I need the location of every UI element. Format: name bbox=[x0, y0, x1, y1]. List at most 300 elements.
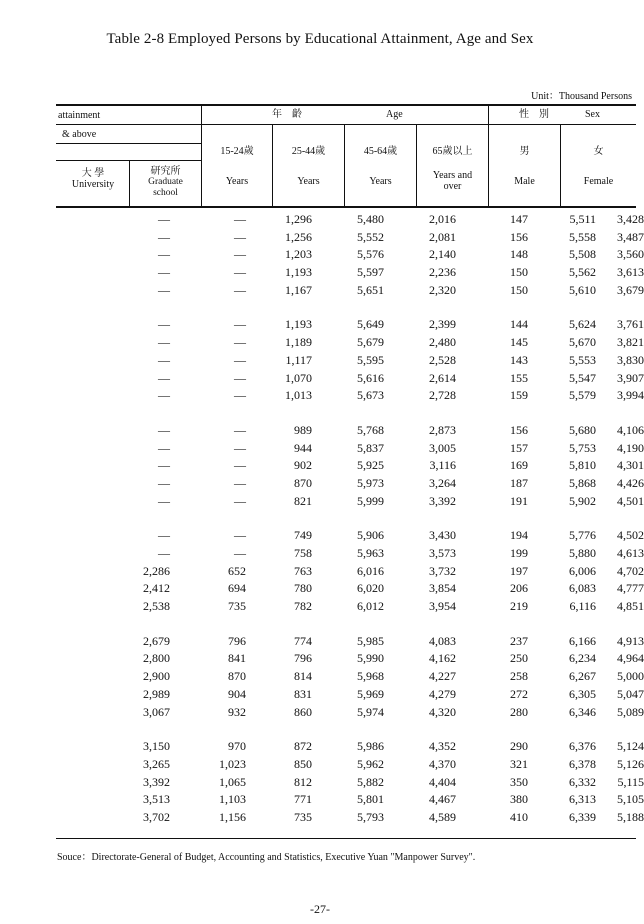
table-cell: 3,116 bbox=[429, 458, 456, 473]
col-header-en: Male bbox=[514, 176, 535, 187]
table-cell: 380 bbox=[510, 792, 528, 807]
header-university-en: University bbox=[71, 179, 115, 190]
table-cell: 2,538 bbox=[143, 599, 170, 614]
table-cell: 5,188 bbox=[617, 809, 644, 824]
table-cell: 3,150 bbox=[143, 739, 170, 754]
table-row bbox=[56, 422, 644, 440]
table-cell: 3,761 bbox=[617, 317, 644, 332]
row-group bbox=[56, 211, 644, 299]
table-cell: 4,777 bbox=[617, 581, 644, 596]
table-row bbox=[56, 387, 644, 405]
table-cell: 5,985 bbox=[357, 633, 384, 648]
col-header-zh: 45-64歲 bbox=[363, 146, 398, 157]
table-cell: 5,793 bbox=[357, 809, 384, 824]
table-cell: — bbox=[158, 317, 170, 332]
table-row bbox=[56, 316, 644, 334]
table-row bbox=[56, 738, 644, 756]
table-cell: 5,882 bbox=[357, 774, 384, 789]
col-header-en: Years bbox=[225, 176, 249, 187]
table-cell: 3,430 bbox=[429, 528, 456, 543]
row-group bbox=[56, 422, 644, 510]
table-row bbox=[56, 440, 644, 458]
table-row bbox=[56, 246, 644, 264]
table-cell: 5,753 bbox=[569, 440, 596, 455]
table-cell: 5,969 bbox=[357, 686, 384, 701]
table-cell: — bbox=[234, 388, 246, 403]
table-cell: 237 bbox=[510, 633, 528, 648]
table-cell: 694 bbox=[228, 581, 246, 596]
col-header-en: Female bbox=[583, 176, 614, 187]
table-cell: 3,487 bbox=[617, 229, 644, 244]
table-cell: 1,070 bbox=[285, 370, 312, 385]
col-header-zh: 15-24歲 bbox=[220, 146, 254, 157]
table-cell: 148 bbox=[510, 247, 528, 262]
table-cell: 944 bbox=[294, 440, 312, 455]
table-cell: 1,117 bbox=[285, 352, 312, 367]
table-row bbox=[56, 686, 644, 704]
table-cell: — bbox=[158, 528, 170, 543]
table-cell: 2,140 bbox=[429, 247, 456, 262]
table-cell: 144 bbox=[510, 317, 528, 332]
table-row bbox=[56, 791, 644, 809]
table-cell: 6,016 bbox=[357, 563, 384, 578]
table-cell: 5,776 bbox=[569, 528, 596, 543]
table-cell: 3,392 bbox=[429, 493, 456, 508]
table-cell: — bbox=[234, 317, 246, 332]
table-cell: 6,083 bbox=[569, 581, 596, 596]
table-cell: 3,613 bbox=[617, 265, 644, 280]
table-cell: 5,649 bbox=[357, 317, 384, 332]
table-cell: 5,562 bbox=[569, 265, 596, 280]
table-cell: 5,651 bbox=[357, 282, 384, 297]
table-cell: 870 bbox=[228, 669, 246, 684]
table-cell: 5,768 bbox=[357, 422, 384, 437]
col-header-15-24 bbox=[202, 146, 272, 187]
table-cell: 5,480 bbox=[357, 212, 384, 226]
table-cell: 4,083 bbox=[429, 633, 456, 648]
table-cell: 2,728 bbox=[429, 388, 456, 403]
table-cell: — bbox=[234, 352, 246, 367]
table-cell: 5,968 bbox=[357, 669, 384, 684]
table-row bbox=[56, 633, 644, 651]
table-cell: 902 bbox=[294, 458, 312, 473]
table-cell: 5,986 bbox=[357, 739, 384, 754]
header-graduate bbox=[130, 166, 201, 199]
table-cell: 5,673 bbox=[357, 388, 384, 403]
table-row bbox=[56, 370, 644, 388]
table-cell: 5,553 bbox=[569, 352, 596, 367]
col-header-male bbox=[489, 146, 560, 187]
table-cell: 157 bbox=[510, 440, 528, 455]
table-cell: 5,990 bbox=[357, 651, 384, 666]
table-cell: 6,339 bbox=[569, 809, 596, 824]
table-cell: — bbox=[234, 546, 246, 560]
table-cell: 5,616 bbox=[357, 370, 384, 385]
table-cell: 2,679 bbox=[143, 633, 170, 648]
table-cell: 3,264 bbox=[429, 475, 456, 490]
table-cell: 3,265 bbox=[143, 756, 170, 771]
table-cell: 194 bbox=[510, 528, 528, 543]
table-cell: 191 bbox=[510, 493, 528, 508]
table-cell: 4,964 bbox=[617, 651, 644, 666]
table-cell: 841 bbox=[228, 651, 246, 666]
row-group bbox=[56, 738, 644, 826]
table-cell: — bbox=[158, 370, 170, 385]
table-cell: — bbox=[158, 229, 170, 244]
table-cell: 1,296 bbox=[285, 212, 312, 226]
table-cell: — bbox=[158, 212, 170, 226]
table-cell: 2,800 bbox=[143, 651, 170, 666]
table-cell: — bbox=[234, 282, 246, 297]
col-header-zh: 男 bbox=[519, 146, 530, 157]
table-cell: 5,962 bbox=[357, 756, 384, 771]
table-cell: 2,873 bbox=[429, 422, 456, 437]
table-cell: 4,404 bbox=[429, 774, 456, 789]
table-cell: 735 bbox=[294, 809, 312, 824]
table-cell: — bbox=[158, 546, 170, 560]
table-cell: 989 bbox=[294, 422, 312, 437]
table-row bbox=[56, 282, 644, 300]
table-cell: 1,023 bbox=[219, 756, 246, 771]
table-cell: 2,900 bbox=[143, 669, 170, 684]
table-cell: 5,925 bbox=[357, 458, 384, 473]
table-cell: 4,301 bbox=[617, 458, 644, 473]
header-graduate-zh: 研究所 bbox=[150, 166, 181, 177]
table-cell: 5,868 bbox=[569, 475, 596, 490]
table-cell: 812 bbox=[294, 774, 312, 789]
table-cell: 4,227 bbox=[429, 669, 456, 684]
table-cell: 771 bbox=[294, 792, 312, 807]
table-cell: 6,234 bbox=[569, 651, 596, 666]
table-cell: 749 bbox=[294, 528, 312, 543]
table-cell: 5,597 bbox=[357, 265, 384, 280]
table-cell: — bbox=[158, 335, 170, 350]
rule-header-bottom bbox=[56, 206, 636, 208]
page-number: -27- bbox=[310, 902, 330, 916]
table-row bbox=[56, 475, 644, 493]
header-sex-en: Sex bbox=[585, 109, 600, 120]
table-cell: 5,801 bbox=[357, 792, 384, 807]
header-age-zh: 年 齡 bbox=[272, 109, 302, 120]
table-cell: 290 bbox=[510, 739, 528, 754]
table-cell: 3,954 bbox=[429, 599, 456, 614]
table-cell: 5,047 bbox=[617, 686, 644, 701]
table-cell: 4,426 bbox=[617, 475, 644, 490]
table-row bbox=[56, 774, 644, 792]
table-cell: 782 bbox=[294, 599, 312, 614]
table-cell: 6,166 bbox=[569, 633, 596, 648]
table-cell: 850 bbox=[294, 756, 312, 771]
table-cell: 6,116 bbox=[569, 599, 596, 614]
table-cell: 831 bbox=[294, 686, 312, 701]
col-header-25-44 bbox=[273, 146, 344, 187]
table-cell: 4,162 bbox=[429, 651, 456, 666]
table-cell: 5,547 bbox=[569, 370, 596, 385]
row-group bbox=[56, 527, 644, 615]
table-cell: 780 bbox=[294, 581, 312, 596]
table-cell: 1,189 bbox=[285, 335, 312, 350]
table-cell: 4,502 bbox=[617, 528, 644, 543]
col-header-en: Years and over bbox=[432, 170, 473, 192]
table-cell: 5,126 bbox=[617, 756, 644, 771]
table-cell: 3,830 bbox=[617, 352, 644, 367]
table-cell: 2,399 bbox=[429, 317, 456, 332]
table-cell: 5,974 bbox=[357, 704, 384, 719]
table-cell: 5,558 bbox=[569, 229, 596, 244]
table-cell: 3,821 bbox=[617, 335, 644, 350]
table-cell: 3,428 bbox=[617, 212, 644, 226]
table-cell: — bbox=[158, 440, 170, 455]
table-row bbox=[56, 352, 644, 370]
table-cell: 1,256 bbox=[285, 229, 312, 244]
table-cell: — bbox=[234, 229, 246, 244]
table-cell: 4,913 bbox=[617, 633, 644, 648]
table-cell: 2,320 bbox=[429, 282, 456, 297]
table-cell: 758 bbox=[294, 546, 312, 560]
table-cell: 5,973 bbox=[357, 475, 384, 490]
table-cell: 147 bbox=[510, 212, 528, 226]
table-cell: 5,610 bbox=[569, 282, 596, 297]
table-cell: 159 bbox=[510, 388, 528, 403]
table-cell: 1,013 bbox=[285, 388, 312, 403]
table-row bbox=[56, 756, 644, 774]
table-cell: 860 bbox=[294, 704, 312, 719]
table-cell: 145 bbox=[510, 335, 528, 350]
table-cell: — bbox=[234, 440, 246, 455]
table-cell: 814 bbox=[294, 669, 312, 684]
row-group bbox=[56, 633, 644, 721]
header-sex-zh: 性 別 bbox=[519, 109, 549, 120]
table-cell: 5,105 bbox=[617, 792, 644, 807]
table-cell: — bbox=[234, 370, 246, 385]
table-cell: 3,005 bbox=[429, 440, 456, 455]
table-cell: — bbox=[158, 475, 170, 490]
table-cell: 350 bbox=[510, 774, 528, 789]
table-row bbox=[56, 563, 644, 581]
table-cell: — bbox=[158, 247, 170, 262]
table-cell: 197 bbox=[510, 563, 528, 578]
table-cell: 6,313 bbox=[569, 792, 596, 807]
table-cell: 4,613 bbox=[617, 546, 644, 560]
table-cell: 870 bbox=[294, 475, 312, 490]
table-cell: 2,016 bbox=[429, 212, 456, 226]
table-cell: 5,680 bbox=[569, 422, 596, 437]
table-cell: 410 bbox=[510, 809, 528, 824]
table-cell: 156 bbox=[510, 229, 528, 244]
table-cell: 250 bbox=[510, 651, 528, 666]
table-cell: 5,576 bbox=[357, 247, 384, 262]
table-row bbox=[56, 229, 644, 247]
header-attainment: attainment bbox=[58, 110, 101, 121]
col-header-en: Years bbox=[369, 176, 392, 187]
table-cell: 3,067 bbox=[143, 704, 170, 719]
table-cell: 5,670 bbox=[569, 335, 596, 350]
table-cell: 4,589 bbox=[429, 809, 456, 824]
table-cell: 6,378 bbox=[569, 756, 596, 771]
col-header-zh: 65歲以上 bbox=[432, 146, 473, 157]
table-row bbox=[56, 704, 644, 722]
table-cell: 932 bbox=[228, 704, 246, 719]
table-cell: 774 bbox=[294, 633, 312, 648]
header-above: & above bbox=[62, 129, 97, 140]
table-cell: 4,467 bbox=[429, 792, 456, 807]
table-cell: 1,203 bbox=[285, 247, 312, 262]
rule-age-sub bbox=[201, 124, 636, 125]
table-cell: 5,624 bbox=[569, 317, 596, 332]
table-cell: 187 bbox=[510, 475, 528, 490]
table-row bbox=[56, 809, 644, 827]
table-cell: 3,513 bbox=[143, 792, 170, 807]
table-row bbox=[56, 668, 644, 686]
table-cell: 150 bbox=[510, 282, 528, 297]
table-cell: 169 bbox=[510, 458, 528, 473]
rule-attain-2 bbox=[56, 143, 201, 144]
table-cell: 4,106 bbox=[617, 422, 644, 437]
table-cell: 5,999 bbox=[357, 493, 384, 508]
table-cell: — bbox=[158, 352, 170, 367]
table-cell: 970 bbox=[228, 739, 246, 754]
table-cell: 150 bbox=[510, 265, 528, 280]
table-cell: 5,115 bbox=[617, 774, 644, 789]
table-row bbox=[56, 457, 644, 475]
table-cell: 5,089 bbox=[617, 704, 644, 719]
table-cell: 4,702 bbox=[617, 563, 644, 578]
table-cell: — bbox=[158, 458, 170, 473]
table-cell: 821 bbox=[294, 493, 312, 508]
table-cell: — bbox=[234, 212, 246, 226]
col-header-65-over bbox=[417, 146, 488, 192]
table-cell: 6,346 bbox=[569, 704, 596, 719]
table-cell: 280 bbox=[510, 704, 528, 719]
table-cell: 1,156 bbox=[219, 809, 246, 824]
col-header-female bbox=[561, 146, 636, 187]
table-row bbox=[56, 527, 644, 545]
table-cell: 4,501 bbox=[617, 493, 644, 508]
table-cell: 872 bbox=[294, 739, 312, 754]
table-cell: 5,124 bbox=[617, 739, 644, 754]
table-row bbox=[56, 545, 644, 563]
table-cell: — bbox=[234, 528, 246, 543]
table-cell: 5,906 bbox=[357, 528, 384, 543]
table-cell: 2,412 bbox=[143, 581, 170, 596]
table-cell: 5,595 bbox=[357, 352, 384, 367]
table-cell: — bbox=[234, 335, 246, 350]
rule-attain-1 bbox=[56, 124, 201, 125]
table-cell: 1,193 bbox=[285, 265, 312, 280]
table-row bbox=[56, 211, 644, 229]
table-cell: — bbox=[234, 475, 246, 490]
table-cell: 1,167 bbox=[285, 282, 312, 297]
table-cell: 258 bbox=[510, 669, 528, 684]
table-cell: 5,810 bbox=[569, 458, 596, 473]
table-cell: 5,579 bbox=[569, 388, 596, 403]
table-row bbox=[56, 580, 644, 598]
table-cell: 3,679 bbox=[617, 282, 644, 297]
table-cell: 1,103 bbox=[219, 792, 246, 807]
header-university bbox=[57, 168, 129, 190]
table-cell: 3,573 bbox=[429, 546, 456, 560]
table-cell: 5,679 bbox=[357, 335, 384, 350]
table-cell: 206 bbox=[510, 581, 528, 596]
row-group bbox=[56, 316, 644, 404]
table-cell: 3,560 bbox=[617, 247, 644, 262]
table-cell: 4,370 bbox=[429, 756, 456, 771]
table-cell: 3,854 bbox=[429, 581, 456, 596]
table-cell: — bbox=[158, 493, 170, 508]
table-cell: 1,065 bbox=[219, 774, 246, 789]
table-cell: 904 bbox=[228, 686, 246, 701]
table-cell: — bbox=[158, 282, 170, 297]
table-cell: — bbox=[234, 458, 246, 473]
table-cell: 143 bbox=[510, 352, 528, 367]
table-cell: — bbox=[158, 388, 170, 403]
table-cell: 5,902 bbox=[569, 493, 596, 508]
table-cell: — bbox=[234, 265, 246, 280]
table-cell: 2,480 bbox=[429, 335, 456, 350]
table-cell: 3,732 bbox=[429, 563, 456, 578]
table-cell: 1,193 bbox=[285, 317, 312, 332]
table-cell: 6,012 bbox=[357, 599, 384, 614]
table-row bbox=[56, 334, 644, 352]
source-note: Souce：Directorate-General of Budget, Accounting and Statistics, Executive Yuan "Manpower Survey". bbox=[57, 852, 476, 863]
table-cell: 156 bbox=[510, 422, 528, 437]
header-age-en: Age bbox=[386, 109, 403, 120]
table-cell: 4,279 bbox=[429, 686, 456, 701]
table-title: Table 2-8 Employed Persons by Educational Attainment, Age and Sex bbox=[106, 31, 534, 47]
table-cell: 652 bbox=[228, 563, 246, 578]
data-table-body bbox=[56, 211, 644, 844]
col-header-zh: 女 bbox=[593, 146, 604, 157]
table-cell: 796 bbox=[228, 633, 246, 648]
table-cell: 3,392 bbox=[143, 774, 170, 789]
table-cell: 2,528 bbox=[429, 352, 456, 367]
table-cell: — bbox=[158, 265, 170, 280]
table-cell: 5,511 bbox=[569, 212, 596, 226]
table-cell: — bbox=[234, 493, 246, 508]
table-cell: — bbox=[234, 422, 246, 437]
table-cell: 763 bbox=[294, 563, 312, 578]
table-cell: 5,963 bbox=[357, 546, 384, 560]
table-cell: 4,352 bbox=[429, 739, 456, 754]
table-cell: 5,000 bbox=[617, 669, 644, 684]
table-cell: 4,320 bbox=[429, 704, 456, 719]
table-cell: — bbox=[158, 422, 170, 437]
table-cell: 5,508 bbox=[569, 247, 596, 262]
col-header-45-64 bbox=[345, 146, 416, 187]
table-cell: 6,020 bbox=[357, 581, 384, 596]
table-cell: 2,286 bbox=[143, 563, 170, 578]
table-cell: 735 bbox=[228, 599, 246, 614]
col-header-zh: 25-44歲 bbox=[291, 146, 326, 157]
table-cell: 272 bbox=[510, 686, 528, 701]
table-row bbox=[56, 650, 644, 668]
table-cell: 5,880 bbox=[569, 546, 596, 560]
rule-top bbox=[56, 104, 636, 106]
table-cell: 2,236 bbox=[429, 265, 456, 280]
table-cell: 6,305 bbox=[569, 686, 596, 701]
table-cell: 6,267 bbox=[569, 669, 596, 684]
table-cell: 155 bbox=[510, 370, 528, 385]
table-cell: 4,851 bbox=[617, 599, 644, 614]
table-row bbox=[56, 264, 644, 282]
unit-label: Unit：Thousand Persons bbox=[531, 91, 632, 102]
table-cell: 199 bbox=[510, 546, 528, 560]
table-cell: 3,907 bbox=[617, 370, 644, 385]
table-cell: 6,376 bbox=[569, 739, 596, 754]
table-cell: 2,081 bbox=[429, 229, 456, 244]
col-header-en: Years bbox=[297, 176, 320, 187]
table-cell: 219 bbox=[510, 599, 528, 614]
